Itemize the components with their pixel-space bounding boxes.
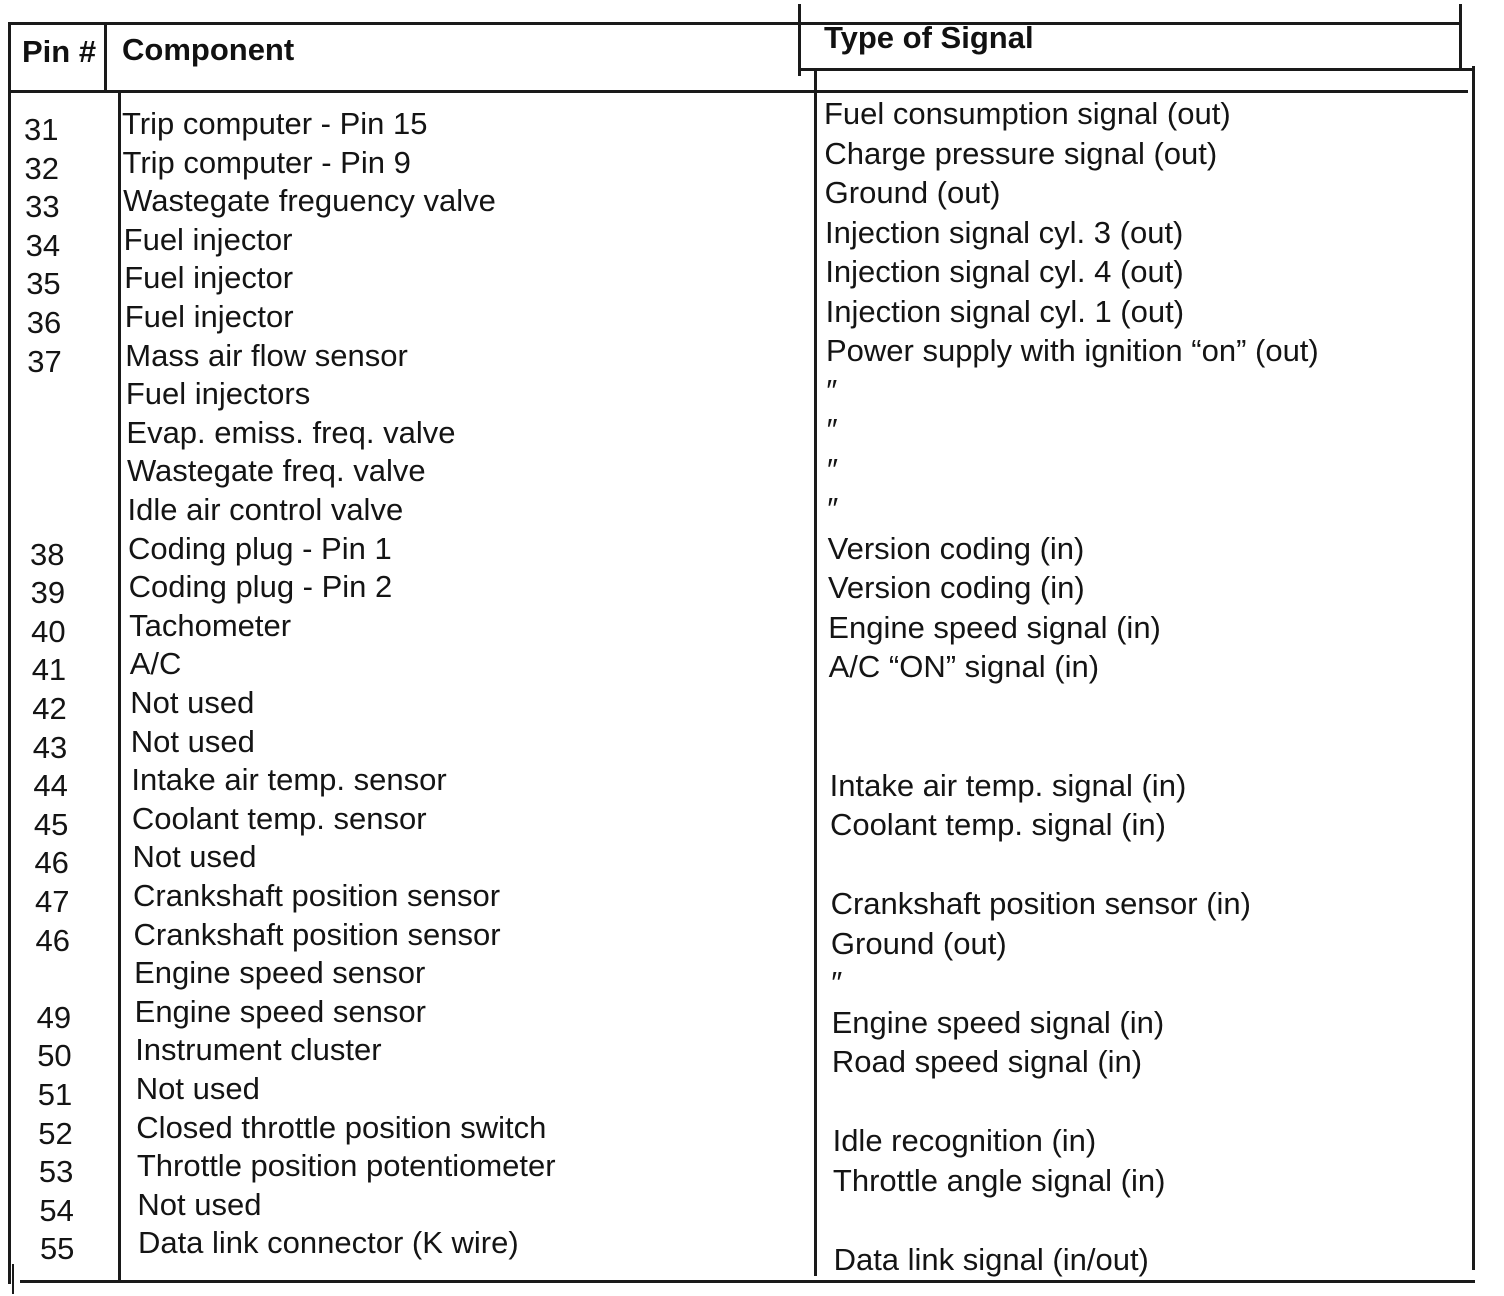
signal-type: Injection signal cyl. 3 (out): [824, 214, 1184, 250]
component-name: Closed throttle position switch: [136, 1109, 547, 1145]
component-name: Fuel injectors: [125, 376, 311, 412]
pin-number: 31: [24, 112, 59, 147]
header-pin: Pin #: [22, 34, 97, 69]
component-name: Coding plug - Pin 1: [128, 530, 392, 566]
pin-number: 54: [39, 1192, 74, 1228]
pin-number: 38: [30, 536, 65, 572]
component-name: Data link connector (K wire): [137, 1225, 519, 1261]
header-component: Component: [122, 32, 295, 67]
signal-type: Injection signal cyl. 4 (out): [825, 254, 1184, 289]
signal-type: ″: [826, 451, 838, 487]
table-border-bottom: [20, 1280, 1475, 1283]
pin-number: 40: [31, 613, 66, 649]
component-name: Engine speed sensor: [134, 993, 426, 1029]
signal-type: Intake air temp. signal (in): [829, 767, 1187, 803]
signal-type: Ground (out): [830, 925, 1007, 961]
table-border-right: [1459, 4, 1462, 70]
component-name: Trip computer - Pin 9: [122, 144, 411, 180]
signal-type: Ground (out): [824, 175, 1001, 210]
signal-type: Fuel consumption signal (out): [824, 96, 1231, 131]
pin-number: 55: [39, 1231, 75, 1267]
component-name: Not used: [135, 1071, 260, 1106]
pin-number: 52: [38, 1115, 73, 1151]
pin-number: 46: [35, 922, 71, 958]
table-border-left: [8, 22, 11, 1284]
component-name: Engine speed sensor: [134, 955, 426, 991]
signal-type: ″: [826, 372, 838, 408]
pin-number: 37: [27, 343, 62, 379]
table-border-top: [8, 22, 1462, 25]
component-name: Not used: [130, 723, 255, 759]
component-name: Tachometer: [129, 607, 292, 643]
pin-number: 35: [26, 266, 61, 302]
component-name: Crankshaft position sensor: [133, 916, 501, 952]
component-name: Evap. emiss. freq. valve: [126, 414, 456, 450]
pin-number: 47: [35, 884, 70, 919]
component-name: Coding plug - Pin 2: [128, 569, 393, 605]
component-name: Fuel injector: [124, 260, 294, 296]
component-name: Coolant temp. sensor: [131, 800, 427, 836]
signal-type: ″: [827, 491, 839, 526]
signal-type: Data link signal (in/out): [833, 1241, 1149, 1277]
pin-number: 44: [33, 768, 68, 804]
signal-type: Throttle angle signal (in): [832, 1162, 1166, 1198]
signal-type: Power supply with ignition “on” (out): [825, 333, 1319, 368]
column-divider-pin: [104, 24, 107, 92]
signal-type: Road speed signal (in): [831, 1044, 1143, 1079]
pin-number: 45: [33, 806, 69, 842]
pin-number: 33: [25, 189, 60, 225]
signal-type: ″: [826, 412, 838, 447]
pin-number: 32: [24, 150, 60, 186]
signal-type: Engine speed signal (in): [831, 1004, 1165, 1040]
signal-type: Engine speed signal (in): [828, 609, 1161, 645]
component-name: Not used: [130, 685, 255, 720]
component-name: Not used: [137, 1186, 262, 1222]
component-name: Idle air control valve: [127, 492, 404, 527]
signal-type: Charge pressure signal (out): [824, 135, 1218, 171]
component-name: Wastegate freq. valve: [126, 453, 426, 489]
component-name: Throttle position potentiometer: [136, 1148, 556, 1184]
column-divider-signal: [798, 4, 801, 76]
component-name: Trip computer - Pin 15: [122, 106, 428, 141]
signal-type: Idle recognition (in): [832, 1123, 1097, 1158]
column-divider-pin-body: [118, 90, 121, 1282]
pin-number: 50: [37, 1038, 72, 1074]
table-border-right-lower: [1472, 66, 1475, 1270]
component-name: Mass air flow sensor: [125, 337, 408, 373]
pin-number: 53: [38, 1154, 74, 1190]
component-name: Wastegate freguency valve: [123, 183, 496, 219]
pin-number: 39: [30, 575, 66, 611]
signal-type: Version coding (in): [827, 530, 1085, 566]
pin-number: 42: [32, 691, 67, 726]
signal-type: A/C “ON” signal (in): [828, 649, 1100, 684]
header-divider-right: [800, 68, 1472, 71]
pin-number: 51: [37, 1077, 73, 1112]
component-name: Intake air temp. sensor: [131, 762, 447, 798]
signal-type: Version coding (in): [827, 570, 1085, 605]
signal-type: Injection signal cyl. 1 (out): [825, 293, 1185, 329]
pin-number: 43: [32, 729, 68, 765]
signal-type: ″: [831, 965, 843, 1000]
pin-number: 34: [25, 227, 61, 263]
component-name: Not used: [132, 839, 257, 875]
pin-number: 36: [26, 305, 62, 340]
pin-number: 49: [36, 999, 72, 1035]
column-divider-signal-body: [814, 70, 817, 1276]
header-divider: [8, 90, 1468, 93]
signal-type: Coolant temp. signal (in): [829, 807, 1166, 842]
component-name: Instrument cluster: [135, 1032, 382, 1068]
component-name: A/C: [129, 646, 182, 682]
component-name: Fuel injector: [123, 221, 293, 257]
component-name: Crankshaft position sensor: [133, 878, 501, 913]
component-name: Fuel injector: [124, 299, 294, 334]
signal-type: Crankshaft position sensor (in): [830, 886, 1252, 921]
margin-mark: [12, 1264, 14, 1294]
pin-number: 46: [34, 845, 69, 881]
header-signal: Type of Signal: [824, 20, 1034, 55]
pin-number: 41: [31, 652, 67, 688]
